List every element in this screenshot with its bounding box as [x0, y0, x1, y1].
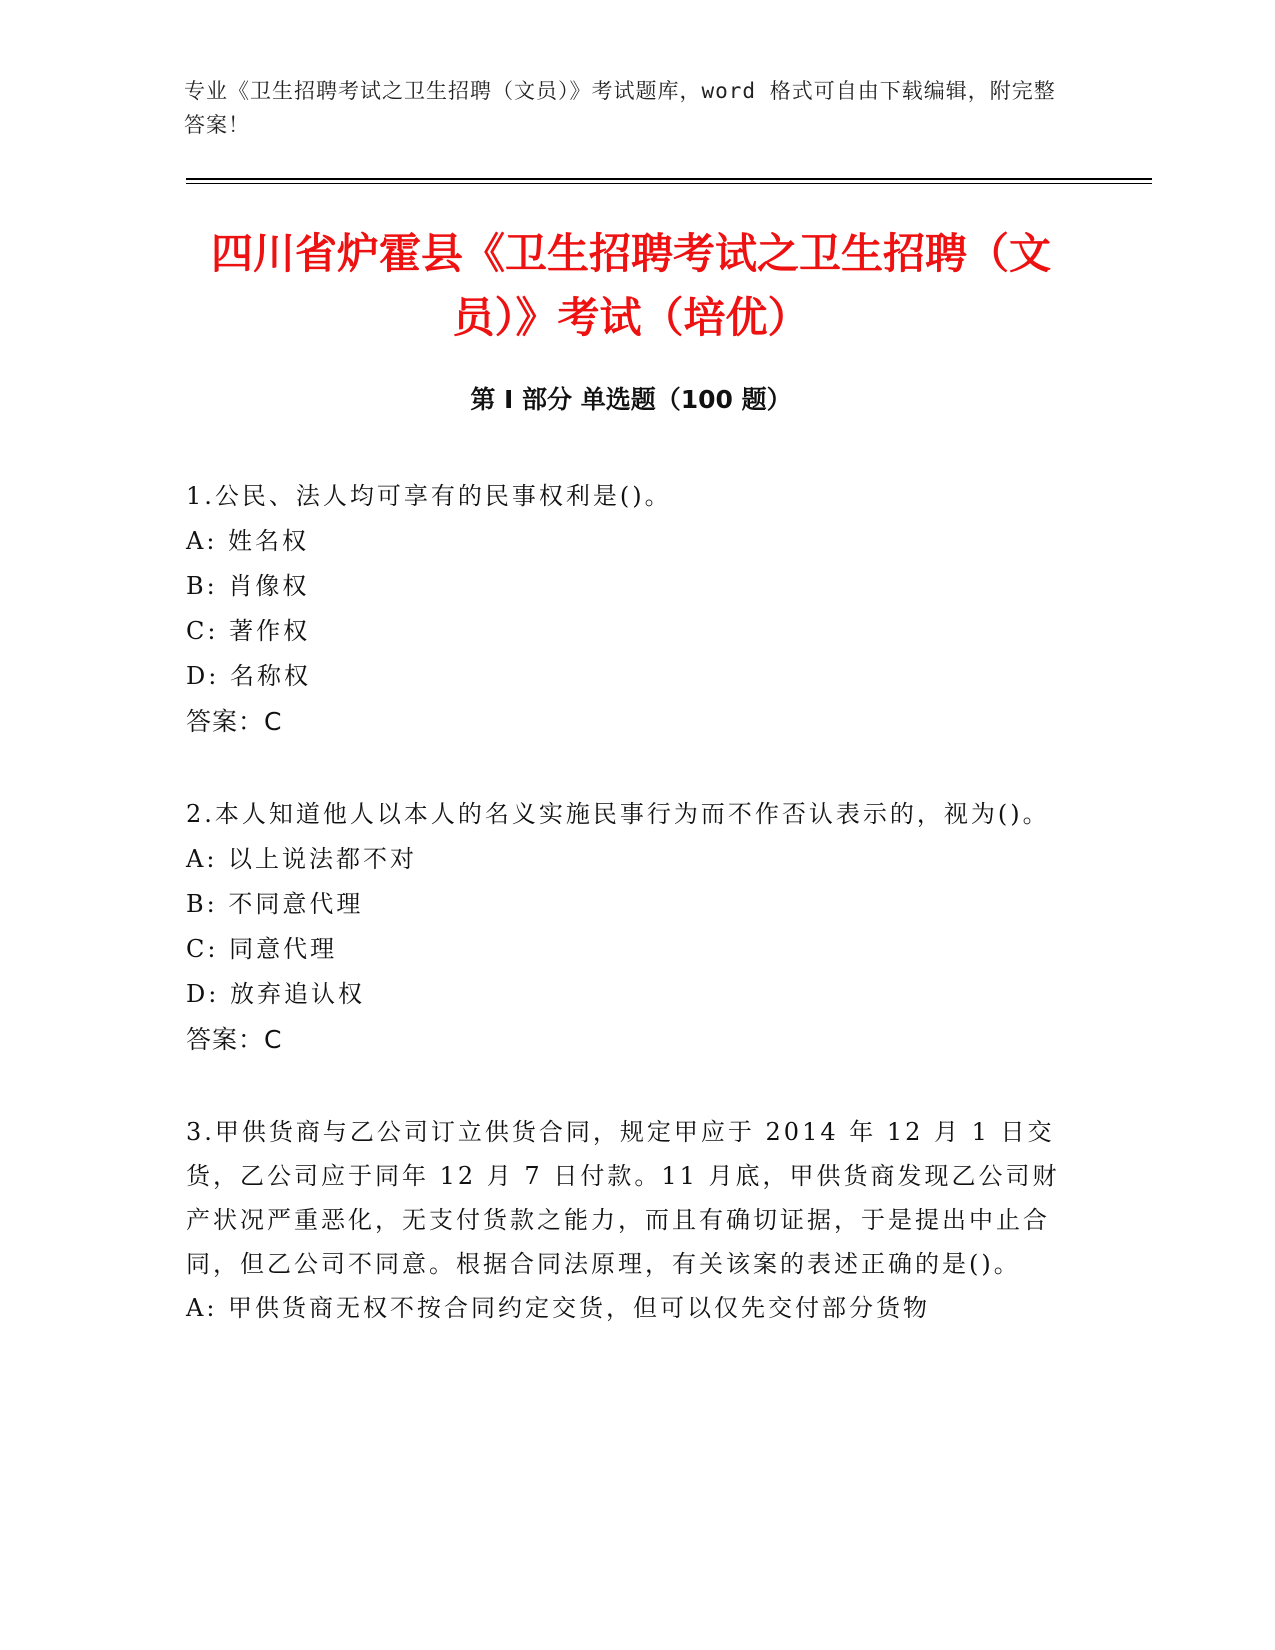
question-stem: 1.公民、法人均可享有的民事权利是()。 — [186, 482, 672, 510]
option-d: D: 名称权 — [186, 662, 311, 690]
answer-line: 答案：C — [186, 707, 283, 736]
question-list — [186, 474, 1066, 1379]
question-stem: 3.甲供货商与乙公司订立供货合同，规定甲应于 2014 年 12 月 1 日交货，乙公司应于同年 12 月 7 日付款。11 月底，甲供货商发现乙公司财产状况严重恶化，无支付货款之能力，而且有确切证据，于是提出中止合同，但乙公司不同意。根据合同法原理，有关该案的表述正确的是()。 — [186, 1118, 1060, 1278]
document-title: 四川省炉霍县《卫生招聘考试之卫生招聘（文员）》考试（培优） — [210, 229, 1051, 342]
question-1 — [186, 474, 1066, 744]
option-c: C: 著作权 — [186, 617, 311, 645]
question-stem: 2.本人知道他人以本人的名义实施民事行为而不作否认表示的，视为()。 — [186, 800, 1050, 828]
option-b: B: 不同意代理 — [186, 890, 364, 918]
question-3 — [186, 1110, 1066, 1331]
header-divider-thin — [186, 183, 1152, 184]
option-c: C: 同意代理 — [186, 935, 338, 963]
option-a: A: 以上说法都不对 — [186, 845, 418, 873]
section-title: 第 I 部分 单选题（100 题） — [470, 385, 792, 414]
answer-line: 答案：C — [186, 1025, 283, 1054]
header-divider-thick — [186, 178, 1152, 180]
question-2 — [186, 792, 1066, 1062]
option-d: D: 放弃追认权 — [186, 980, 365, 1008]
option-a: A: 甲供货商无权不按合同约定交货，但可以仅先交付部分货物 — [186, 1294, 931, 1322]
header-note: 专业《卫生招聘考试之卫生招聘（文员）》考试题库，word 格式可自由下载编辑，附完整答案！ — [184, 79, 1056, 137]
option-b: B: 肖像权 — [186, 572, 310, 600]
option-a: A: 姓名权 — [186, 527, 310, 555]
